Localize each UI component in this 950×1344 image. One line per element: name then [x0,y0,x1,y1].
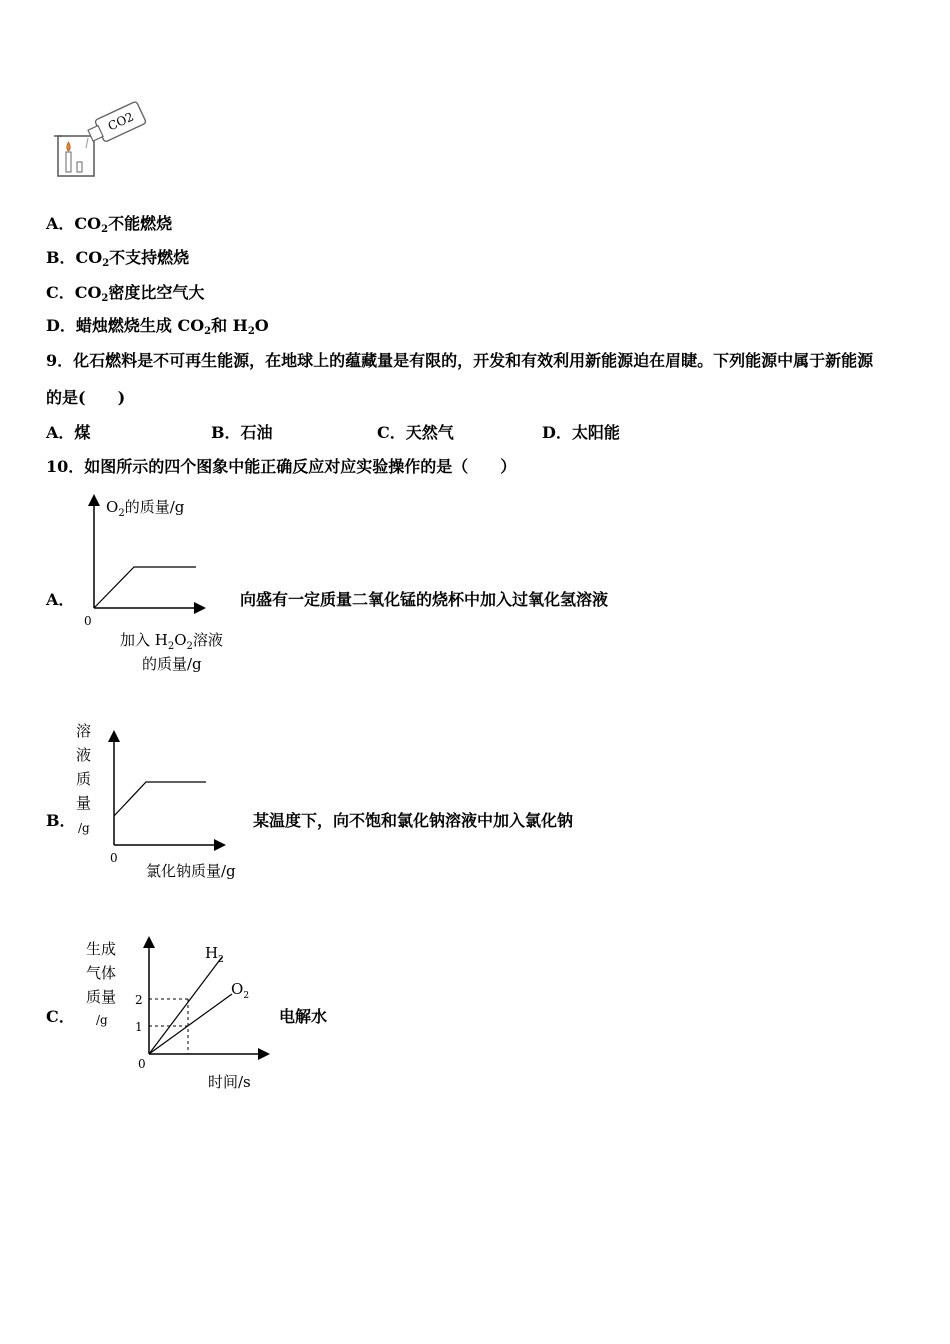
q10-option-c-letter[interactable]: C． [46,1007,75,1026]
q10-graph-c [78,930,278,1095]
q8-option-b[interactable]: B．$CO_2$不支持燃烧 [46,248,190,269]
q10-graph-a [76,490,246,680]
q8-option-a[interactable]: A．$CO_2$不能燃烧 [46,214,173,235]
flame-icon [67,142,71,151]
candle-tall [66,152,71,172]
y-axis-label-1: 生成 [86,940,117,958]
beaker [58,136,94,176]
y-axis-label-4: /g [96,1013,108,1027]
tick-1: 1 [135,1020,143,1034]
co2-pouring-apparatus-figure [50,98,160,183]
q8-option-d[interactable]: D．蜡烛燃烧生成 $CO_2$和 $H_2O$ [46,316,269,337]
y-axis-label-3: 质 [76,770,92,788]
q10-option-a-letter[interactable]: A． [46,590,75,609]
y-axis-label-4: 量 [76,794,92,812]
y-axis-label: $O_2$的质量/g [106,498,185,519]
o2-label: $O_2$ [231,980,250,1001]
origin-label: 0 [110,851,118,865]
q10-graph-b [70,716,250,886]
o2-line [149,994,232,1054]
candle-short [77,162,82,172]
y-axis-label-1: 溶 [76,722,92,740]
q10-option-b-letter[interactable]: B． [46,811,76,830]
h2-label: $H_2$ [205,944,224,965]
bottle-label: CO2 [105,109,136,134]
y-axis-label-2: 液 [76,746,92,764]
solution-mass-curve [114,782,206,816]
x-axis-label-line1: 加入 $H_2O_2$溶液 [120,631,223,652]
tick-2: 2 [135,993,143,1007]
origin-label: 0 [138,1057,146,1071]
q9-stem-line1: 9．化石燃料是不可再生能源，在地球上的蕴藏量是有限的，开发和有效利用新能源迫在眉睫。下列能源中属于新能源 [46,351,874,370]
q8-option-c[interactable]: C．$CO_2$密度比空气大 [46,283,205,304]
q9-option-b[interactable]: B．石油 [211,423,273,442]
q10-option-c-description: 电解水 [279,1007,328,1026]
origin-label: 0 [84,614,92,628]
q9-option-a[interactable]: A．煤 [46,423,91,442]
o2-mass-curve [94,567,196,608]
q9-option-c[interactable]: C．天然气 [377,423,454,442]
q9-stem-line2: 的是( ) [46,388,126,407]
y-axis-label-3: 质量 [86,988,117,1006]
x-axis-label: 氯化钠质量/g [146,862,236,880]
q10-stem: 10．如图所示的四个图象中能正确反应对应实验操作的是（ ） [46,457,517,476]
y-axis-label-5: /g [78,821,90,835]
q9-option-d[interactable]: D．太阳能 [542,423,620,442]
y-axis-label-2: 气体 [86,964,117,982]
x-axis-label: 时间/s [208,1073,251,1091]
h2-line [149,957,222,1054]
x-axis-label-line2: 的质量/g [142,655,202,673]
q10-option-b-description: 某温度下，向不饱和氯化钠溶液中加入氯化钠 [253,811,574,830]
q10-option-a-description: 向盛有一定质量二氧化锰的烧杯中加入过氧化氢溶液 [240,590,609,609]
